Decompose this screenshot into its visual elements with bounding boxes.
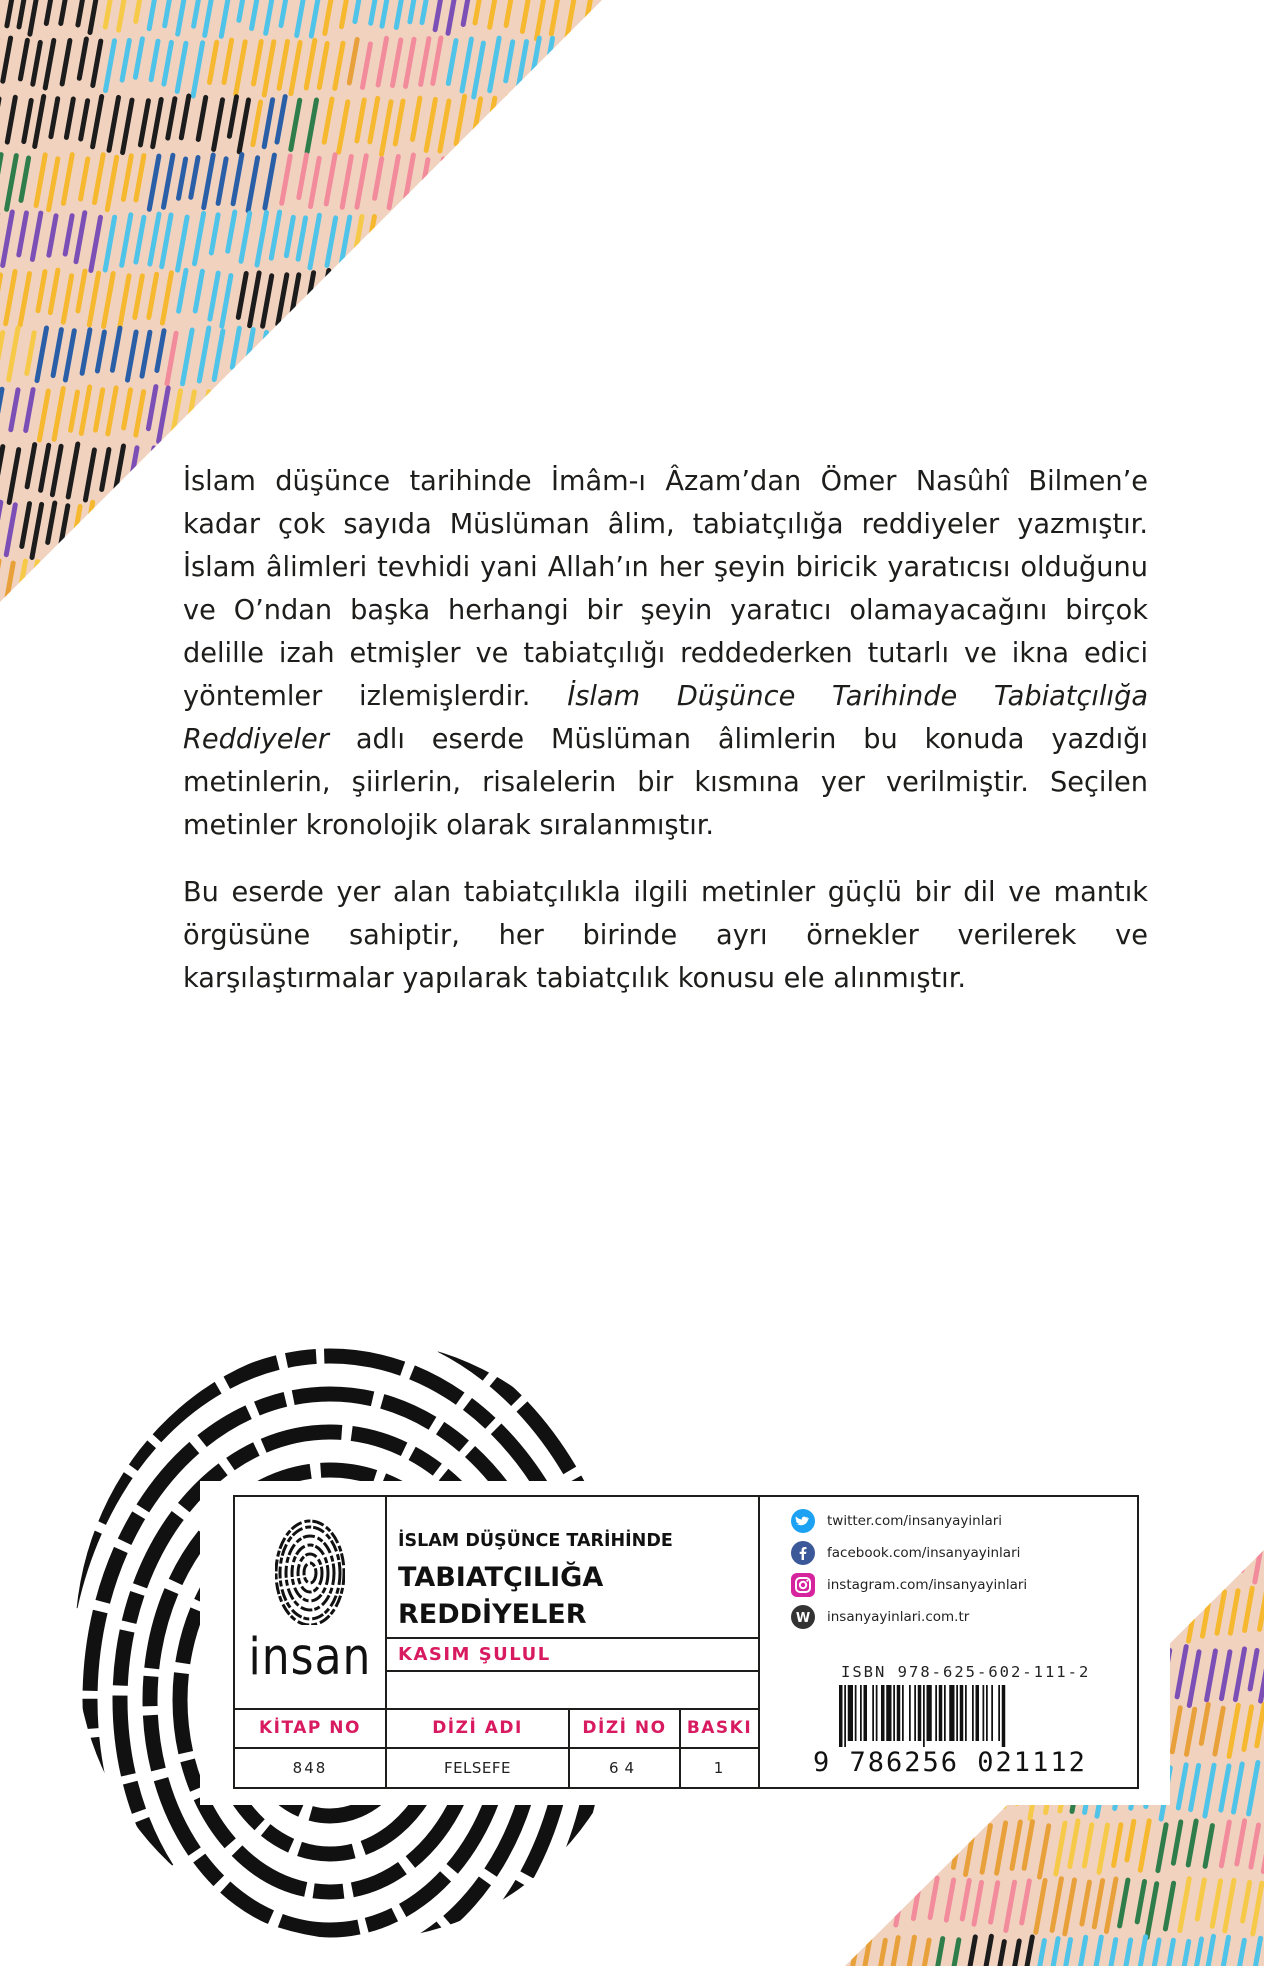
decorative-stripe [892,1821,901,1871]
series-title: İSLAM DÜŞÜNCE TARİHİNDE [398,1531,673,1551]
barcode-bar [949,1685,954,1741]
decorative-stripe [922,1824,930,1866]
isbn-label: ISBN 978-625-602-111-2 [841,1663,1091,1681]
decorative-stripe [821,1880,830,1930]
barcode-bar [956,1685,958,1741]
barcode-bar [844,1685,846,1747]
twitter-link-text: twitter.com/insanyayinlari [827,1513,1003,1529]
barcode-bar [991,1685,993,1741]
back-cover-blurb [183,460,1148,1024]
decorative-stripe [836,1823,844,1865]
barcode-bar [965,1685,967,1741]
book-title [398,1559,603,1633]
decorative-stripe [1227,1531,1236,1579]
barcode-bar [839,1685,843,1747]
barcode-bar [881,1685,885,1741]
book-title-line-1: TABIATÇILIĞA [398,1562,604,1593]
barcode-bar [897,1685,901,1741]
barcode-bar [872,1685,874,1741]
barcode-bar [986,1685,988,1741]
barcode-bar [972,1685,974,1741]
header-dizi-adi: DİZİ ADI [432,1718,523,1738]
barcode-bar [927,1685,932,1741]
header-baski: BASKI [686,1718,753,1738]
barcode-bar [848,1685,853,1741]
decorative-stripe [879,1820,888,1871]
barcode-bar [935,1685,937,1741]
info-table [233,1495,1139,1789]
value-kitap-no: 848 [292,1759,328,1777]
book-title-line-2: REDDİYELER [398,1599,587,1630]
decorative-stripe [1196,1532,1206,1585]
barcode-bar [886,1685,891,1741]
book-title-italic: İslam Düşünce Tarihinde Tabiatçılığa Reddiyeler [183,681,1148,755]
barcode-bar [876,1685,878,1741]
publisher-logo [235,1497,385,1707]
instagram-link-text: instagram.com/insanyayinlari [827,1577,1028,1593]
decorative-stripe [865,1820,873,1864]
decorative-stripe [938,1825,945,1866]
barcode-bar [998,1685,1000,1741]
barcode-bar [983,1685,985,1741]
decorative-stripe [1242,1530,1249,1570]
svg-text:W: W [795,1611,811,1626]
instagram-icon [791,1573,815,1597]
barcode-bar [860,1685,862,1741]
social-facebook[interactable] [791,1539,1020,1567]
fingerprint-logo-icon [275,1515,345,1625]
barcode-bar [939,1685,943,1741]
barcode-bar [909,1685,911,1741]
twitter-icon [791,1509,815,1533]
decorative-stripe [835,1942,843,1966]
decorative-stripe [840,1882,847,1923]
barcode-bar [902,1685,904,1741]
book-info-card [200,1481,1170,1805]
decorative-stripe [821,1942,830,1966]
social-instagram[interactable] [791,1571,1027,1599]
barcode-bar [1002,1685,1006,1747]
value-dizi-adi: FELSEFE [443,1759,512,1777]
barcode-bar [918,1685,922,1741]
barcode-bar [944,1685,946,1741]
publisher-logo-text: insan [248,1628,372,1687]
barcode-bar [855,1685,857,1741]
header-dizi-no: DİZİ NO [582,1718,667,1738]
value-baski: 1 [713,1759,726,1777]
decorative-stripe [1214,1532,1222,1577]
barcode-bar [976,1685,980,1741]
social-twitter[interactable] [791,1507,1002,1535]
decorative-stripe [868,1882,875,1920]
isbn-barcode [835,1685,1075,1747]
barcode-bar [960,1685,964,1741]
decorative-stripe [851,1824,859,1870]
website-link-text: insanyayinlari.com.tr [827,1609,970,1625]
barcode-bar [914,1685,916,1741]
decorative-stripe [1178,1590,1185,1630]
web-icon [791,1605,815,1629]
header-kitap-no: KİTAP NO [259,1718,361,1738]
author-name: KASIM ŞULUL [398,1644,551,1665]
blurb-paragraph-1 [183,460,1148,847]
barcode-digits: 9 786256 021112 [813,1747,1087,1778]
decorative-stripe [823,1825,830,1866]
value-dizi-no: 64 [608,1759,641,1777]
facebook-link-text: facebook.com/insanyayinlari [827,1545,1021,1561]
blurb-paragraph-2: Bu eserde yer alan tabiatçılıkla ilgili metinler güçlü bir dil ve mantık örgüsüne sahiptir, her birinde ayrı örnekler verilerek ve karşılaştırmalar yapılarak tabiatçılık konusu ele alınmıştır. [183,877,1148,994]
decorative-stripe [908,1820,916,1867]
social-website[interactable] [791,1603,969,1631]
barcode-bar [923,1685,925,1747]
facebook-icon [791,1541,815,1565]
decorative-stripe [883,1883,890,1923]
barcode-bar [893,1685,895,1741]
decorative-stripe [1182,1535,1192,1589]
barcode-bar [864,1685,868,1741]
blurb-text: adlı eserde Müslüman âlimlerin bu konuda yazdığı metinlerin, şiirlerin, risalelerin bir kısmına yer verilmiştir. Seçilen metinler kronolojik olarak sıralanmıştır. [183,724,1148,841]
blurb-text: İslam düşünce tarihinde İmâm-ı Âzam’dan Ömer Nasûhî Bilmen’e kadar çok sayıda Müslüman âlim, tabiatçılığa reddiyeler yazmıştır. İslam âlimleri tevhidi yani Allah’ın her şeyin biricik yaratıcısı olduğunu ve O’ndan başka herhangi bir şeyin yaratıcı olamayacağını birçok delille izah etmişler ve tabiatçılığı reddederken tutarlı ve ikna edici yöntemler izlemişlerdir. [183,466,1148,712]
decorative-stripe [851,1883,861,1936]
